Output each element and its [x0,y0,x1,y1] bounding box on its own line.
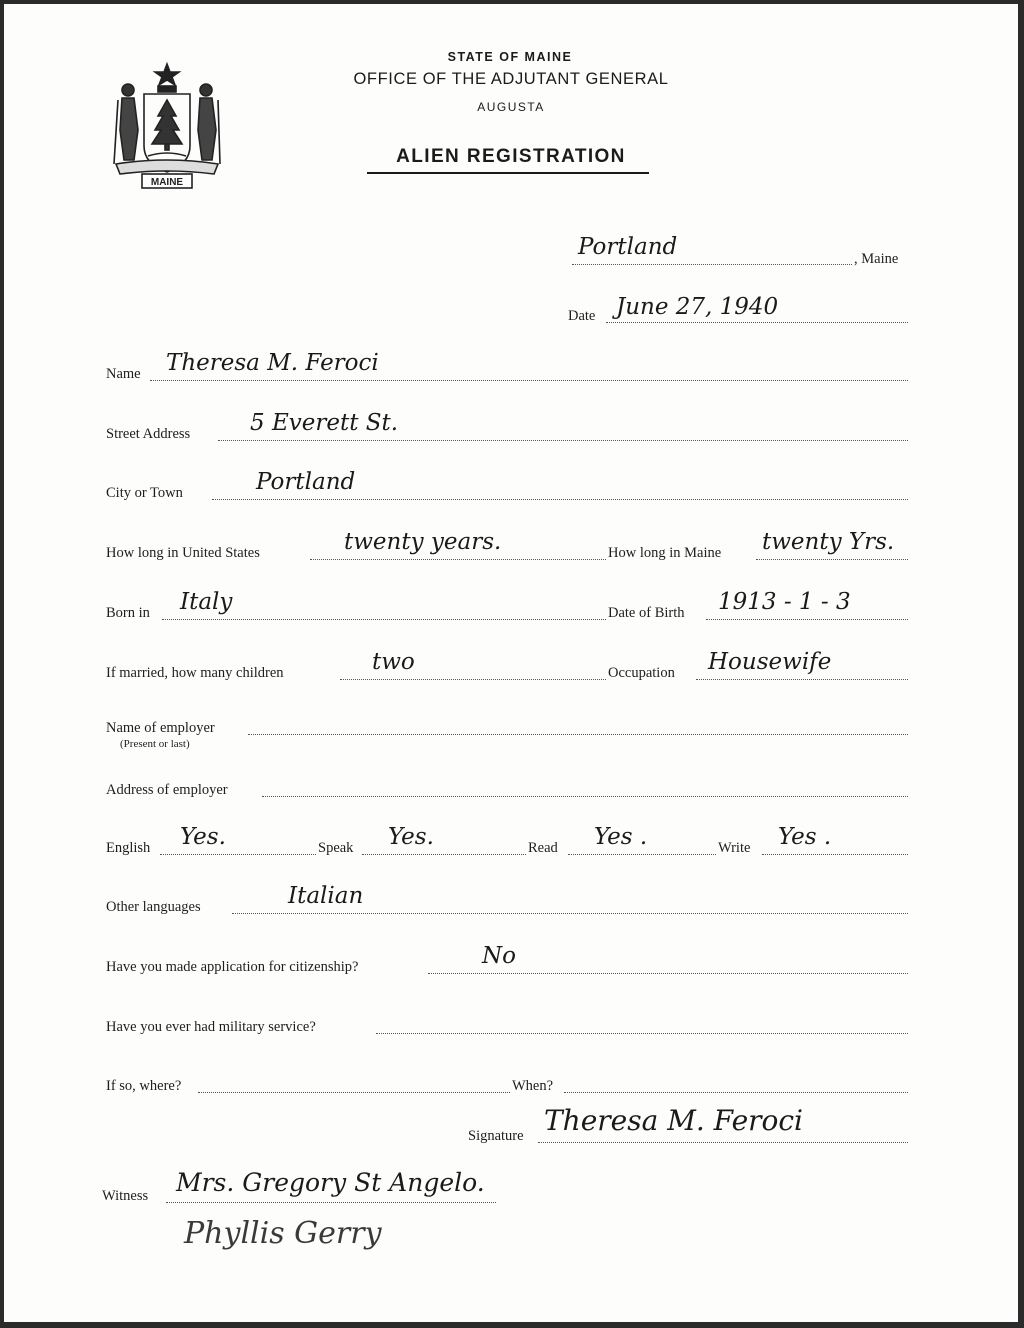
citizenship-label: Have you made application for citizenship? [106,959,359,975]
speak-value: Yes. [388,824,434,850]
citizenship-line [428,973,908,974]
occupation-value: Housewife [708,649,832,675]
employer-sublabel: (Present or last) [120,738,190,750]
witness-value: Mrs. Gregory St Angelo. [176,1168,485,1197]
how-long-maine-line [756,559,908,560]
other-languages-value: Italian [288,883,364,909]
speak-label: Speak [318,840,354,856]
maine-suffix: , Maine [854,251,899,267]
when-label: When? [512,1078,554,1094]
occupation-label: Occupation [608,665,675,681]
signature-label: Signature [468,1128,524,1144]
how-long-us-line [310,559,606,560]
employer-line [248,734,908,735]
street-line [218,440,908,441]
children-label: If married, how many children [106,665,284,681]
write-value: Yes . [778,824,832,850]
seal-label: MAINE [150,177,184,188]
write-label: Write [718,840,751,856]
military-label: Have you ever had military service? [106,1019,316,1035]
date-label: Date [568,308,596,324]
registration-form [4,4,1018,1322]
name-line [150,380,908,381]
read-label: Read [528,840,558,856]
english-label: English [106,840,151,856]
military-line [376,1033,908,1034]
born-in-line [162,619,606,620]
signature-value: Theresa M. Feroci [544,1104,804,1137]
where-line [198,1092,510,1093]
date-value: June 27, 1940 [616,294,779,320]
employer-address-label: Address of employer [106,782,228,798]
children-value: two [372,649,415,675]
name-value: Theresa M. Feroci [166,350,379,376]
dob-label: Date of Birth [608,605,685,621]
city-label: City or Town [106,485,183,501]
witness-second-value: Phyllis Gerry [184,1216,382,1251]
other-languages-label: Other languages [106,899,201,915]
read-line [568,854,716,855]
english-line [160,854,316,855]
form-title: ALIEN REGISTRATION [396,146,626,167]
office-heading: OFFICE OF THE ADJUTANT GENERAL [353,70,669,88]
dob-line [706,619,908,620]
dob-value: 1913 - 1 - 3 [718,589,851,615]
street-value: 5 Everett St. [250,410,399,436]
witness-line [166,1202,496,1203]
how-long-maine-value: twenty Yrs. [762,529,895,555]
speak-line [362,854,526,855]
name-label: Name [106,366,141,382]
state-heading: STATE OF MAINE [447,50,573,64]
english-value: Yes. [180,824,226,850]
other-languages-line [232,913,908,914]
witness-label: Witness [102,1188,149,1204]
place-line [572,264,852,265]
read-value: Yes . [594,824,648,850]
citizenship-value: No [482,943,516,969]
title-underline [367,172,649,174]
how-long-us-label: How long in United States [106,545,260,561]
date-line [606,322,908,323]
how-long-us-value: twenty years. [344,529,502,555]
where-label: If so, where? [106,1078,182,1094]
employer-address-line [262,796,908,797]
born-in-value: Italy [180,589,233,615]
employer-label: Name of employer [106,720,215,736]
occupation-line [696,679,908,680]
city-value: Portland [256,469,356,495]
children-line [340,679,606,680]
city-heading: AUGUSTA [477,100,545,114]
place-value: Portland [578,234,678,260]
write-line [762,854,908,855]
born-in-label: Born in [106,605,150,621]
signature-line [538,1142,908,1143]
when-line [564,1092,908,1093]
city-line [212,499,908,500]
street-label: Street Address [106,426,191,442]
how-long-maine-label: How long in Maine [608,545,722,561]
